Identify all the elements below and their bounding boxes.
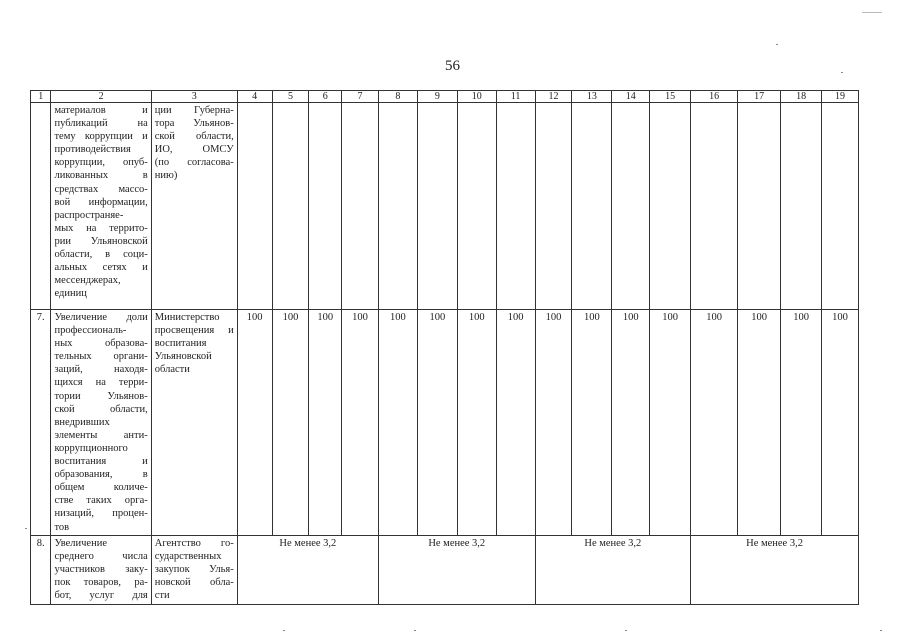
col-header: 14 <box>612 91 650 103</box>
text-line: коррупционного <box>54 442 128 454</box>
row-number: 8. <box>31 536 51 605</box>
value-cell: 100 <box>237 310 272 536</box>
value-cell <box>535 103 572 310</box>
text-line: материалов и <box>54 105 148 116</box>
value-cell: 100 <box>822 310 859 536</box>
text-line: просвещения и <box>154 325 234 337</box>
text-line: мых на террито- <box>54 222 148 234</box>
text-line: общем количе- <box>54 482 148 494</box>
text-line: ИО, ОМСУ <box>154 144 234 156</box>
text-line: участников заку- <box>54 564 148 576</box>
col-header: 15 <box>650 91 691 103</box>
text-line: тов <box>54 521 70 533</box>
value-cell <box>572 103 612 310</box>
value-cell <box>781 103 822 310</box>
text-line: Увеличение доли <box>54 312 148 323</box>
merged-value-cell: Не менее 3,2 <box>535 536 691 605</box>
responsible-body <box>151 536 237 605</box>
scan-speck <box>862 12 882 13</box>
col-header: 12 <box>535 91 572 103</box>
text-line: рии Ульяновской <box>54 235 148 247</box>
scan-speck <box>880 630 882 631</box>
value-cell: 100 <box>496 310 535 536</box>
text-line: Ульяновской <box>154 351 212 363</box>
text-line: воспитания и <box>54 456 148 468</box>
col-header: 7 <box>342 91 379 103</box>
indicator-name <box>51 310 151 536</box>
text-line: тора Ульянов- <box>154 118 234 130</box>
value-cell: 100 <box>572 310 612 536</box>
value-cell <box>272 103 309 310</box>
value-cell: 100 <box>417 310 457 536</box>
text-line: Агентство го- <box>154 538 234 549</box>
col-header: 5 <box>272 91 309 103</box>
scan-speck <box>414 630 416 631</box>
value-cell: 100 <box>272 310 309 536</box>
value-cell <box>738 103 781 310</box>
text-line: ской области, <box>54 403 148 415</box>
text-line: коррупции, опуб- <box>54 157 148 169</box>
value-cell <box>650 103 691 310</box>
value-cell: 100 <box>781 310 822 536</box>
text-line: средствах массо- <box>54 183 148 195</box>
responsible-body <box>151 103 237 310</box>
text-line: области <box>154 364 190 376</box>
row-number <box>31 103 51 310</box>
scan-speck <box>283 630 285 631</box>
indicator-name <box>51 103 151 310</box>
table-row <box>31 103 859 310</box>
text-line: низаций, процен- <box>54 508 148 520</box>
scan-speck <box>625 630 627 631</box>
text-line: щихся на терри- <box>54 377 148 389</box>
page-number: 56 <box>445 58 460 74</box>
indicator-table <box>30 90 859 605</box>
value-cell <box>457 103 496 310</box>
table-row <box>31 310 859 536</box>
value-cell <box>309 103 342 310</box>
merged-value-cell: Не менее 3,2 <box>691 536 859 605</box>
responsible-body <box>151 310 237 536</box>
col-header: 4 <box>237 91 272 103</box>
text-line: вой информации, <box>54 196 148 208</box>
text-line: сударственных <box>154 551 222 563</box>
text-line: ции Губерна- <box>154 105 234 116</box>
text-line: публикаций на <box>54 118 148 130</box>
text-line: ликованных в <box>54 170 148 182</box>
value-cell <box>417 103 457 310</box>
text-line: Министерство <box>154 312 220 323</box>
text-line: противодействия <box>54 144 131 156</box>
col-header: 8 <box>378 91 417 103</box>
col-header: 13 <box>572 91 612 103</box>
value-cell <box>237 103 272 310</box>
text-line: новской обла- <box>154 577 234 589</box>
text-line: внедривших <box>54 416 110 428</box>
value-cell: 100 <box>342 310 379 536</box>
column-header-row <box>31 91 859 103</box>
scan-speck <box>841 72 843 73</box>
text-line: Увеличение <box>54 538 107 549</box>
scan-speck <box>25 528 27 529</box>
value-cell: 100 <box>457 310 496 536</box>
value-cell: 100 <box>378 310 417 536</box>
text-line: мессенджерах, <box>54 275 121 287</box>
value-cell: 100 <box>691 310 738 536</box>
col-header: 10 <box>457 91 496 103</box>
row-number: 7. <box>31 310 51 536</box>
col-header: 18 <box>781 91 822 103</box>
value-cell: 100 <box>612 310 650 536</box>
text-line: образования, в <box>54 469 148 481</box>
text-line: тему коррупции и <box>54 131 148 143</box>
value-cell: 100 <box>650 310 691 536</box>
col-header: 1 <box>31 91 51 103</box>
text-line: сти <box>154 590 170 602</box>
merged-value-cell: Не менее 3,2 <box>237 536 378 605</box>
value-cell <box>496 103 535 310</box>
value-cell: 100 <box>535 310 572 536</box>
text-line: нию) <box>154 170 178 182</box>
value-cell: 100 <box>738 310 781 536</box>
text-line: среднего числа <box>54 551 148 563</box>
value-cell <box>691 103 738 310</box>
col-header: 17 <box>738 91 781 103</box>
indicator-name <box>51 536 151 605</box>
col-header: 19 <box>822 91 859 103</box>
text-line: области, в соци- <box>54 249 148 261</box>
value-cell <box>342 103 379 310</box>
text-line: единиц <box>54 288 87 300</box>
col-header: 2 <box>51 91 151 103</box>
value-cell <box>612 103 650 310</box>
col-header: 16 <box>691 91 738 103</box>
col-header: 11 <box>496 91 535 103</box>
text-line: ской области, <box>154 131 234 143</box>
text-line: бот, услуг для <box>54 590 148 602</box>
text-line: ных образова- <box>54 338 148 350</box>
text-line: стве таких орга- <box>54 495 148 507</box>
table-row <box>31 536 859 605</box>
text-line: тории Ульянов- <box>54 390 148 402</box>
text-line: заций, находя- <box>54 364 148 376</box>
text-line: элементы анти- <box>54 429 148 441</box>
text-line: воспитания <box>154 338 207 350</box>
value-cell: 100 <box>309 310 342 536</box>
col-header: 3 <box>151 91 237 103</box>
text-line: распространяе- <box>54 209 124 221</box>
text-line: тельных органи- <box>54 351 148 363</box>
value-cell <box>378 103 417 310</box>
text-line: (по согласова- <box>154 157 234 169</box>
merged-value-cell: Не менее 3,2 <box>378 536 535 605</box>
text-line: альных сетях и <box>54 262 148 274</box>
text-line: закупок Улья- <box>154 564 234 576</box>
col-header: 6 <box>309 91 342 103</box>
value-cell <box>822 103 859 310</box>
text-line: профессиональ- <box>54 325 127 337</box>
text-line: пок товаров, ра- <box>54 577 148 589</box>
col-header: 9 <box>417 91 457 103</box>
scan-speck <box>776 44 778 45</box>
